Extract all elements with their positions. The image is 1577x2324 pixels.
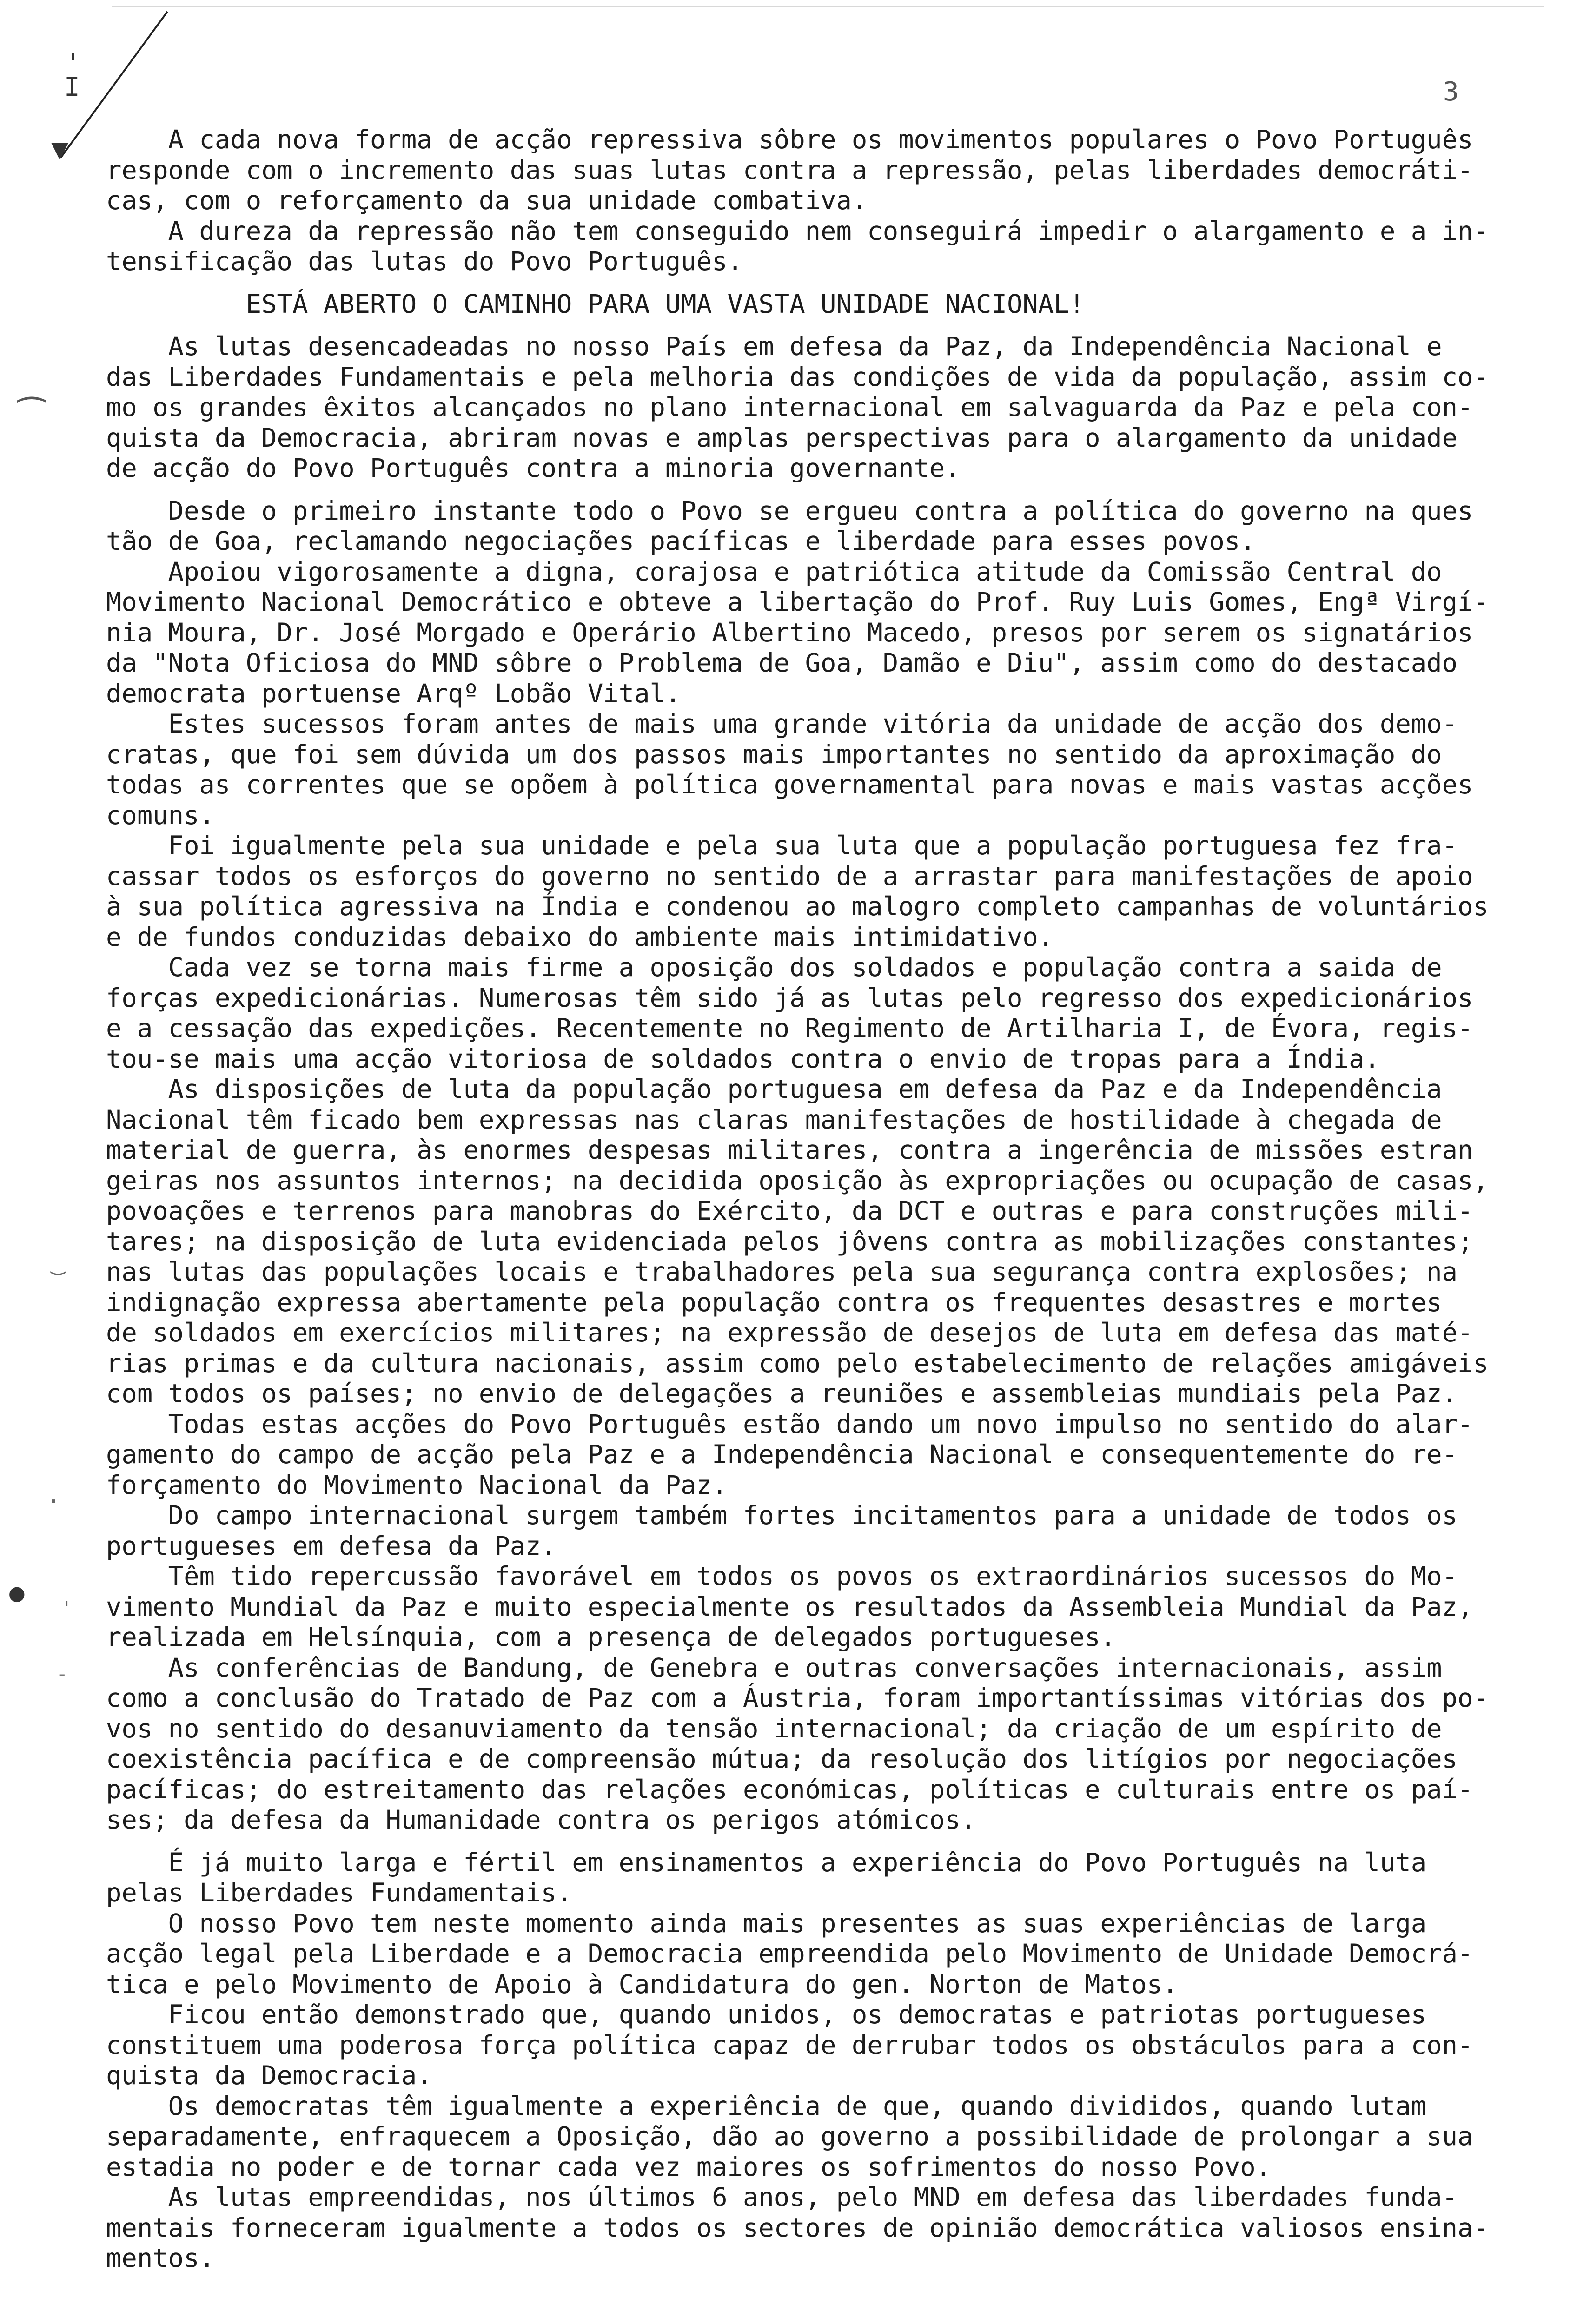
text-line: cassar todos os esforços do governo no sentido de a arrastar para manifestações de apoio (106, 861, 1473, 891)
margin-mark-tick: ' (65, 49, 81, 79)
text-line: mentos. (106, 2243, 215, 2273)
text-line: Têm tido repercussão favorável em todos os povos os extraordinários sucessos do Mo- (106, 1561, 1458, 1591)
text-line: As disposições de luta da população portuguesa em defesa da Paz e da Independência (106, 1074, 1442, 1104)
text-line: Do campo internacional surgem também fortes incitamentos para a unidade de todos os (106, 1500, 1458, 1531)
text-line: Ficou então demonstrado que, quando unidos, os democratas e patriotas portugueses (106, 2000, 1427, 2030)
margin-mark-dot-small: · (46, 1488, 61, 1515)
text-line: Foi igualmente pela sua unidade e pela sua luta que a população portuguesa fez fra- (106, 831, 1458, 861)
text-line: forçamento do Movimento Nacional da Paz. (106, 1470, 728, 1500)
page-number: 3 (1443, 77, 1459, 107)
text-line: responde com o incremento das suas lutas contra a repressão, pelas liberdades democráti- (106, 155, 1473, 185)
text-line: estadia no poder e de tornar cada vez maiores os sofrimentos do nosso Povo. (106, 2152, 1272, 2182)
paragraph-gap (106, 319, 1496, 331)
text-line: de soldados em exercícios militares; na expressão de desejos de luta em defesa das maté- (106, 1318, 1473, 1348)
text-line: As lutas desencadeadas no nosso País em defesa da Paz, da Independência Nacional e (106, 331, 1442, 362)
text-line: ses; da defesa da Humanidade contra os perigos atómicos. (106, 1805, 976, 1835)
text-line: A dureza da repressão não tem conseguido nem conseguirá impedir o alargamento e a in- (106, 216, 1489, 246)
text-line: vimento Mundial da Paz e muito especialmente os resultados da Assembleia Mundial da Paz, (106, 1591, 1473, 1622)
text-line: quista da Democracia. (106, 2060, 432, 2091)
margin-mark-dot: ● (9, 1578, 25, 1607)
text-line: rias primas e da cultura nacionais, assim como pelo estabelecimento de relações amigáveis (106, 1348, 1489, 1379)
text-line: mentais forneceram igualmente a todos os sectores de opinião democrática valiosos ensina- (106, 2212, 1489, 2243)
text-line: quista da Democracia, abriram novas e amplas perspectivas para o alargamento da unidade (106, 423, 1458, 453)
text-line: tão de Goa, reclamando negociações pacíficas e liberdade para esses povos. (106, 526, 1256, 556)
text-line: nia Moura, Dr. José Morgado e Operário Albertino Macedo, presos por serem os signatários (106, 617, 1473, 648)
text-line: acção legal pela Liberdade e a Democracia empreendida pelo Movimento de Unidade Democrá- (106, 1939, 1473, 1969)
margin-mark-arrow: ▼ (51, 132, 69, 166)
text-line: pelas Liberdades Fundamentais. (106, 1878, 572, 1908)
text-line: à sua política agressiva na Índia e condenou ao malogro completo campanhas de voluntários (106, 891, 1489, 922)
text-line: nas lutas das populações locais e trabalhadores pela sua segurança contra explosões; na (106, 1257, 1458, 1287)
text-line: constituem uma poderosa força política capaz de derrubar todos os obstáculos para a con- (106, 2030, 1473, 2060)
section-heading: ESTÁ ABERTO O CAMINHO PARA UMA VASTA UNIDADE NACIONAL! (106, 289, 1085, 319)
text-line: vos no sentido do desanuviamento da tensão internacional; da criação de um espírito de (106, 1713, 1442, 1744)
text-line: tensificação das lutas do Povo Português. (106, 246, 743, 277)
text-line: como a conclusão do Tratado de Paz com a Áustria, foram importantíssimas vitórias dos po- (106, 1683, 1489, 1713)
text-line: gamento do campo de acção pela Paz e a Independência Nacional e consequentemente do re- (106, 1439, 1458, 1470)
margin-mark-dash: ‿ (51, 1248, 66, 1275)
text-line: democrata portuense Arqº Lobão Vital. (106, 678, 681, 709)
text-line: coexistência pacífica e de compreensão mútua; da resolução dos litígios por negociações (106, 1744, 1458, 1774)
text-line: Nacional têm ficado bem expressas nas claras manifestações de hostilidade à chegada de (106, 1104, 1442, 1135)
text-line: Desde o primeiro instante todo o Povo se ergueu contra a política do governo na ques (106, 495, 1473, 526)
text-line: da "Nota Oficiosa do MND sôbre o Problema de Goa, Damão e Diu", assim como do destacado (106, 648, 1458, 678)
text-line: das Liberdades Fundamentais e pela melhoria das condições de vida da população, assim co- (106, 362, 1489, 392)
text-line: realizada em Helsínquia, com a presença de delegados portugueses. (106, 1622, 1116, 1652)
text-line: mo os grandes êxitos alcançados no plano internacional em salvaguarda da Paz e pela con- (106, 392, 1473, 423)
paragraph-gap (106, 1835, 1496, 1848)
text-line: povoações e terrenos para manobras do Exército, da DCT e outras e para construções mili- (106, 1196, 1473, 1226)
text-line: cratas, que foi sem dúvida um dos passos mais importantes no sentido da aproximação do (106, 739, 1442, 770)
text-line: Estes sucessos foram antes de mais uma grande vitória da unidade de acção dos demo- (106, 709, 1458, 739)
paragraph-gap (106, 277, 1496, 289)
text-line: de acção do Povo Português contra a minoria governante. (106, 453, 961, 483)
text-line: geiras nos assuntos internos; na decidida oposição às expropriações ou ocupação de casas, (106, 1165, 1489, 1196)
text-line: tica e pelo Movimento de Apoio à Candidatura do gen. Norton de Matos. (106, 1969, 1178, 2000)
margin-mark-hyphen: - (56, 1662, 68, 1686)
text-line: Movimento Nacional Democrático e obteve a libertação do Prof. Ruy Luis Gomes, Engª Virgí- (106, 587, 1489, 617)
text-line: todas as correntes que se opõem à política governamental para novas e mais vastas acções (106, 770, 1473, 800)
text-line: É já muito larga e fértil em ensinamentos a experiência do Povo Português na luta (106, 1847, 1427, 1878)
text-line: Todas estas acções do Povo Português estão dando um novo impulso no sentido do alar- (106, 1409, 1473, 1439)
text-line: separadamente, enfraquecem a Oposição, dão ao governo a possibilidade de prolongar a sua (106, 2121, 1473, 2152)
text-line: Cada vez se torna mais firme a oposição dos soldados e população contra a saida de (106, 952, 1442, 983)
text-line: forças expedicionárias. Numerosas têm sido já as lutas pelo regresso dos expedicionários (106, 983, 1473, 1013)
text-line: portugueses em defesa da Paz. (106, 1531, 557, 1561)
text-line: Apoiou vigorosamente a digna, corajosa e patriótica atitude da Comissão Central do (106, 556, 1442, 587)
margin-mark-apostrophe: ' (60, 1597, 73, 1621)
text-line: cas, com o reforçamento da sua unidade combativa. (106, 185, 868, 216)
margin-mark-arc: ⁀ (19, 397, 45, 435)
text-line: O nosso Povo tem neste momento ainda mais presentes as suas experiências de larga (106, 1908, 1427, 1939)
scan-edge-line (112, 6, 1544, 7)
text-line: tou-se mais uma acção vitoriosa de soldados contra o envio de tropas para a Índia. (106, 1043, 1380, 1074)
text-line: As lutas empreendidas, nos últimos 6 anos, pelo MND em defesa das liberdades funda- (106, 2182, 1458, 2212)
text-line: pacíficas; do estreitamento das relações económicas, políticas e culturais entre os paí- (106, 1774, 1473, 1805)
text-line: Os democratas têm igualmente a experiência de que, quando divididos, quando lutam (106, 2091, 1427, 2121)
text-line: indignação expressa abertamente pela população contra os frequentes desastres e mortes (106, 1287, 1442, 1318)
text-line: material de guerra, às enormes despesas militares, contra a ingerência de missões estran (106, 1135, 1473, 1165)
margin-mark-bar: I (64, 72, 80, 102)
text-line: As conferências de Bandung, de Genebra e outras conversações internacionais, assim (106, 1652, 1442, 1683)
text-line: comuns. (106, 800, 215, 831)
paragraph-gap (106, 484, 1496, 496)
document-body (106, 125, 1496, 2274)
text-line: com todos os países; no envio de delegações a reuniões e assembleias mundiais pela Paz. (106, 1379, 1458, 1409)
text-line: e de fundos conduzidas debaixo do ambiente mais intimidativo. (106, 922, 1054, 952)
text-line: e a cessação das expedições. Recentemente no Regimento de Artilharia I, de Évora, regis- (106, 1013, 1473, 1043)
text-line: A cada nova forma de acção repressiva sôbre os movimentos populares o Povo Português (106, 125, 1473, 155)
text-line: tares; na disposição de luta evidenciada pelos jôvens contra as mobilizações constantes; (106, 1226, 1473, 1257)
